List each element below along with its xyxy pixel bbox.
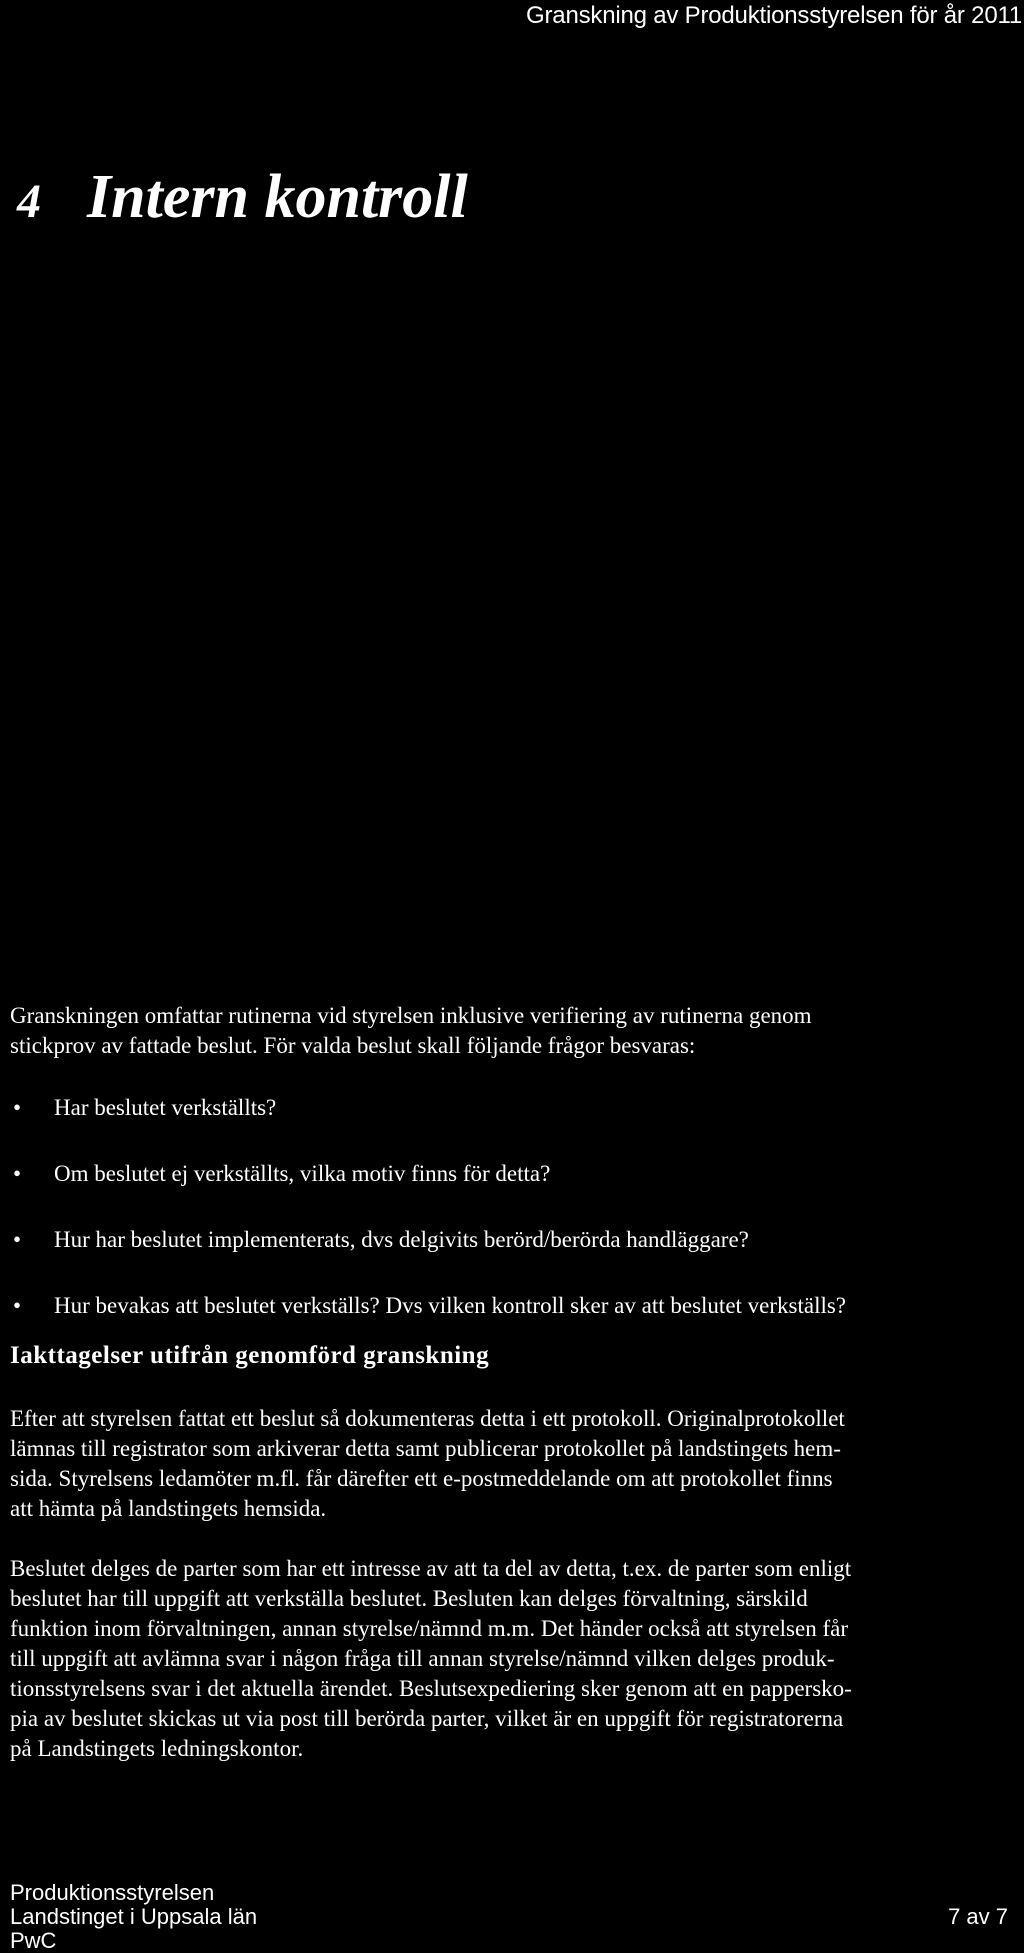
chapter-title: Intern kontroll (87, 163, 468, 231)
list-item-text: Om beslutet ej verkställts, vilka motiv finns för detta? (54, 1161, 551, 1186)
bullet-icon: • (13, 1161, 22, 1186)
page-footer (10, 1881, 1014, 1953)
list-item-text: Har beslutet verkställts? (54, 1095, 277, 1120)
list-item (10, 1225, 1010, 1255)
footer-organization: Produktionsstyrelsen (10, 1880, 215, 1905)
document-body (10, 1001, 1010, 1764)
bullet-icon: • (13, 1095, 22, 1120)
list-item (10, 1291, 1010, 1321)
body-paragraph: Beslutet delges de parter som har ett intresse av att ta del av detta, t.ex. de parter som enligt beslutet har till uppgift att verkställa beslutet. Besluten kan delges förvaltning, särskild funktion inom förvaltningen, annan styrelse/nämnd m.m. Det händer också att styrelsen får till uppgift att avlämna svar i någon fråga till annan styrelse/nämnd vilken delges produk- tionsstyrelsens svar i det aktuella ärendet. Beslutsexpediering sker genom att en pappersko- pia av beslutet skickas ut via post till berörda parter, vilket är en uppgift för registratorerna på Landstingets ledningskontor. (10, 1556, 852, 1761)
footer-county: Landstinget i Uppsala län (10, 1904, 258, 1929)
intro-paragraph: Granskningen omfattar rutinerna vid styrelsen inklusive verifiering av rutinerna genom stickprov av fattade beslut. För valda beslut skall följande frågor besvaras: (10, 1003, 812, 1058)
list-item-text: Hur har beslutet implementerats, dvs delgivits berörd/berörda handläggare? (54, 1227, 749, 1252)
footer-company: PwC (10, 1928, 57, 1953)
body-paragraph: Efter att styrelsen fattat ett beslut så dokumenteras detta i ett protokoll. Originalprotokollet lämnas till registrator som arkiverar detta samt publicerar protokollet på landstingets hem- sida. Styrelsens ledamöter m.fl. får därefter ett e-postmeddelande om att protokollet finns att hämta på landstingets hemsida. (10, 1406, 845, 1521)
list-item (10, 1093, 1010, 1123)
chapter-heading (17, 162, 468, 233)
section-subheading: Iakttagelser utifrån genomförd granskning (10, 1342, 490, 1369)
chapter-number: 4 (17, 175, 41, 228)
bullet-icon: • (13, 1227, 22, 1252)
bullet-icon: • (13, 1293, 22, 1318)
list-item-text: Hur bevakas att beslutet verkställs? Dvs vilken kontroll sker av att beslutet verkställs? (54, 1293, 847, 1318)
question-list (10, 1093, 1010, 1321)
page-number: 7 av 7 (948, 1904, 1008, 1929)
header-title: Granskning av Produktionsstyrelsen för år 2011 (526, 2, 1022, 29)
list-item (10, 1159, 1010, 1189)
